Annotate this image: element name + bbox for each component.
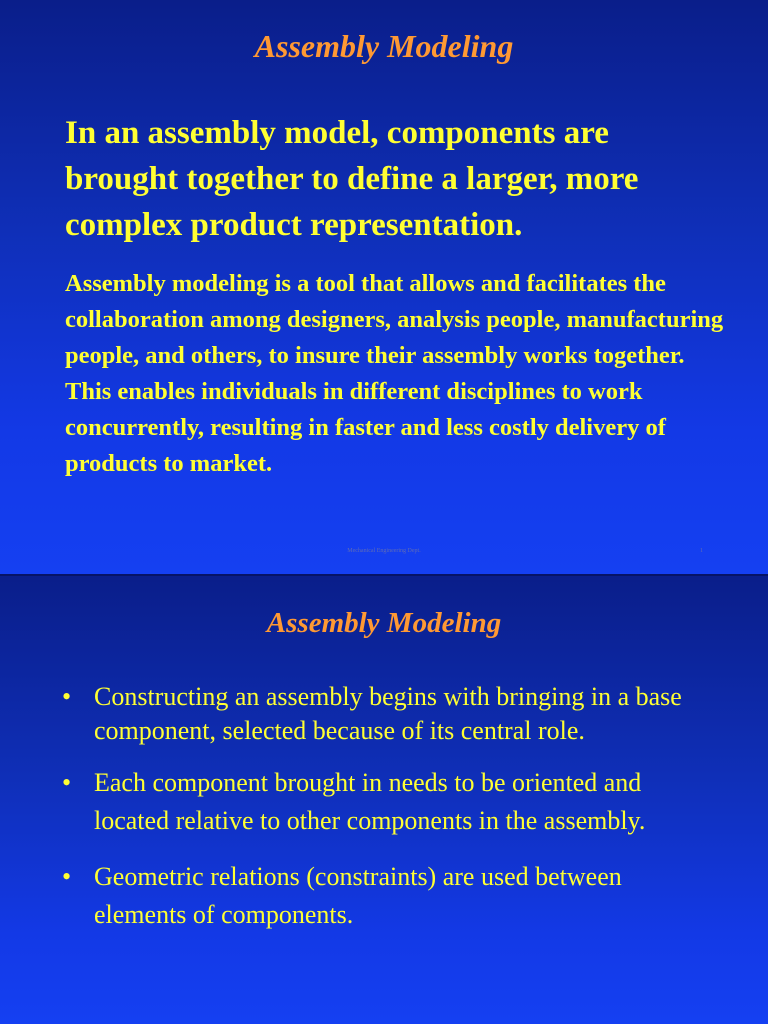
- bullet-text: Constructing an assembly begins with bringing in a base component, selected because of its central role.: [94, 682, 682, 745]
- bullet-item: [60, 680, 720, 748]
- bullet-text: Each component brought in needs to be oriented and located relative to other components in the assembly.: [94, 768, 646, 835]
- bullet-dot-icon: •: [62, 862, 72, 891]
- slide-1-body-text: Assembly modeling is a tool that allows and facilitates the collaboration among designers, analysis people, manufacturing people, and others, to insure their assembly works together. This enables individuals in different disciplines to work concurrently, resulting in faster and less costly delivery of products to market.: [65, 270, 724, 477]
- bullet-item: [60, 764, 720, 840]
- slide-2-title: Assembly Modeling: [266, 607, 502, 639]
- bullet-dot-icon: •: [62, 682, 72, 711]
- slide-1-page-number: 1: [700, 548, 703, 554]
- bullet-dot-icon: •: [62, 768, 72, 797]
- slide-1-footer: Mechanical Engineering Dept.: [347, 548, 421, 554]
- bullet-text: Geometric relations (constraints) are used between elements of components.: [94, 862, 622, 929]
- slide-1-title: Assembly Modeling: [254, 28, 514, 64]
- slide-1-lead-text: In an assembly model, components are brought together to define a larger, more complex product representation.: [65, 115, 639, 243]
- slide-2-bullet-list: [60, 680, 720, 934]
- bullet-item: [60, 858, 720, 934]
